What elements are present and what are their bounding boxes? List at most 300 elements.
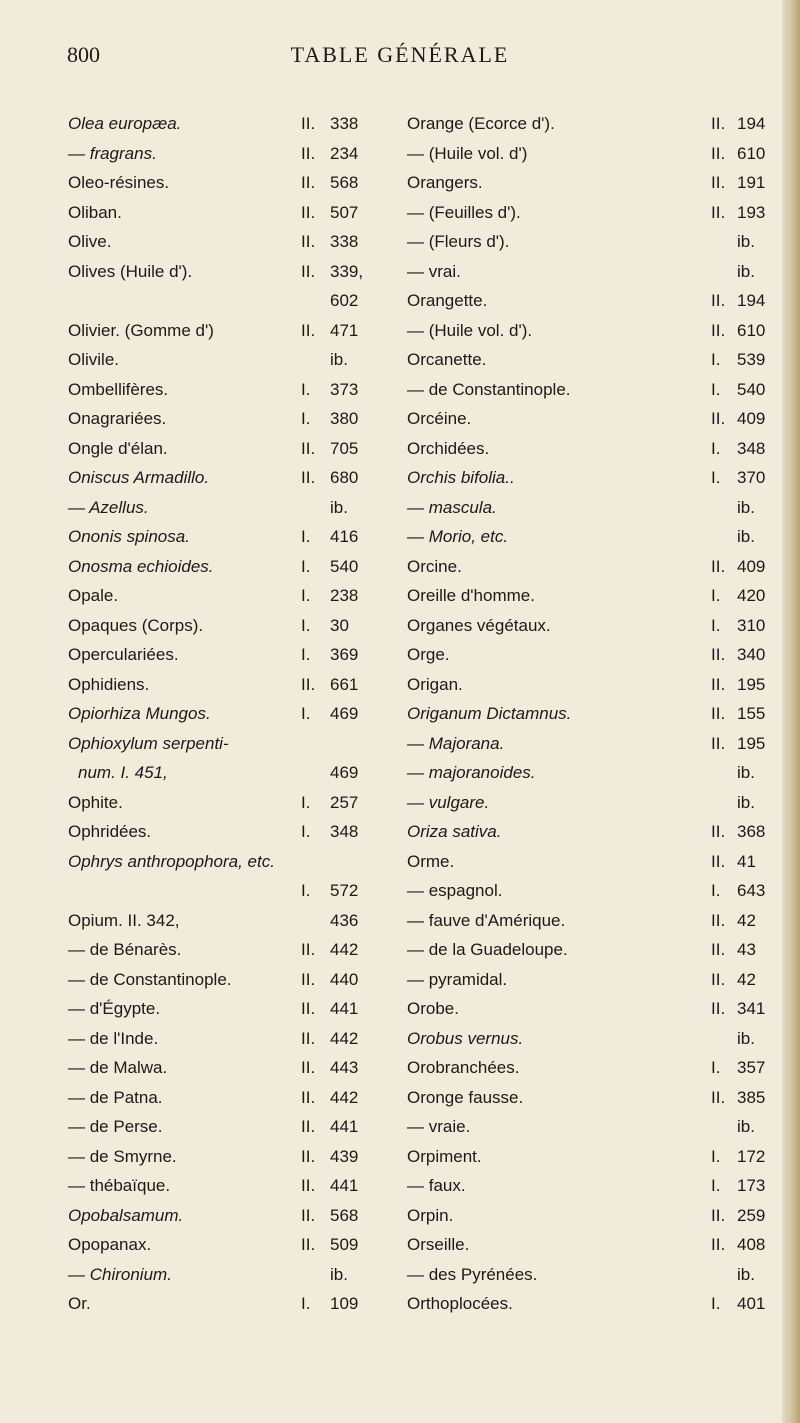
index-entry — [407, 409, 774, 439]
index-entry — [407, 291, 774, 321]
entry-page: 385 — [737, 1087, 766, 1107]
index-entry — [407, 468, 774, 498]
entry-term: — vraie. — [407, 1117, 471, 1136]
entry-term: Orobranchées. — [407, 1058, 520, 1077]
index-entry — [68, 645, 390, 675]
index-entry — [68, 704, 390, 734]
entry-term: Opium. II. 342, — [68, 910, 180, 930]
entry-volume: I. — [301, 527, 311, 546]
index-entry — [407, 350, 774, 380]
entry-page: 155 — [737, 704, 766, 723]
index-entry — [68, 1029, 390, 1059]
entry-volume: II. — [711, 556, 726, 576]
page-number: 800 — [67, 42, 100, 67]
entry-term: Operculariées. — [68, 645, 179, 664]
entry-volume: I. — [301, 704, 311, 723]
index-entry — [407, 557, 774, 587]
entry-term: Oriza sativa. — [407, 822, 502, 841]
entry-page: ib. — [330, 497, 348, 517]
entry-term: Ophidiens. — [68, 674, 150, 694]
entry-term: Origan. — [407, 674, 463, 694]
index-entry — [407, 380, 774, 410]
index-entry — [68, 734, 390, 764]
entry-page: 440 — [330, 969, 359, 989]
entry-term: Opopanax. — [68, 1235, 152, 1254]
index-entry — [68, 1058, 390, 1088]
entry-term: — de Perse. — [68, 1117, 163, 1136]
entry-page: 568 — [330, 173, 359, 192]
index-entry — [407, 645, 774, 675]
index-entry — [68, 527, 390, 557]
index-entry — [68, 793, 390, 823]
entry-page: ib. — [737, 1117, 755, 1136]
entry-page: 441 — [330, 1176, 359, 1195]
entry-term: — vulgare. — [407, 792, 490, 812]
entry-term: Opobalsamum. — [68, 1205, 184, 1225]
index-entry — [68, 291, 390, 321]
entry-term: — fauve d'Amérique. — [407, 910, 566, 930]
entry-term: — thébaïque. — [68, 1176, 171, 1195]
entry-volume: II. — [711, 143, 726, 163]
entry-term: Oleo-résines. — [68, 173, 170, 192]
index-entry — [68, 144, 390, 174]
entry-volume: II. — [301, 999, 316, 1018]
index-entry — [407, 999, 774, 1029]
entry-term: Orseille. — [407, 1235, 470, 1254]
entry-page: 436 — [330, 910, 359, 930]
index-entry — [407, 1294, 774, 1324]
index-entry — [407, 203, 774, 233]
index-entry — [407, 852, 774, 882]
entry-term: Olivier. (Gomme d') — [68, 320, 214, 340]
index-entry — [407, 1147, 774, 1177]
entry-page: 109 — [330, 1294, 359, 1313]
entry-volume: II. — [301, 1058, 316, 1077]
index-entry — [68, 999, 390, 1029]
entry-page: 680 — [330, 468, 359, 487]
entry-page: 339, — [330, 261, 364, 281]
entry-page: 540 — [737, 379, 766, 399]
entry-page: 443 — [330, 1058, 359, 1077]
index-entry — [68, 852, 390, 882]
entry-page: 416 — [330, 527, 359, 546]
entry-volume: I. — [301, 556, 311, 576]
entry-volume: I. — [711, 586, 721, 605]
entry-volume: II. — [711, 173, 726, 192]
entry-term: — de Constantinople. — [68, 969, 232, 989]
entry-volume: II. — [301, 969, 316, 989]
entry-term: Oronge fausse. — [407, 1087, 524, 1107]
entry-page: 469 — [330, 763, 359, 782]
entry-term: Olives (Huile d'). — [68, 261, 193, 281]
entry-volume: II. — [711, 202, 726, 222]
entry-volume: II. — [711, 1087, 726, 1107]
entry-volume: II. — [301, 320, 316, 340]
entry-term: — (Fleurs d'). — [407, 232, 510, 251]
entry-page: 42 — [737, 969, 756, 989]
entry-page: 507 — [330, 202, 359, 222]
entry-term: — mascula. — [407, 497, 497, 517]
index-entry — [407, 616, 774, 646]
entry-page: 259 — [737, 1205, 766, 1225]
entry-page: 42 — [737, 910, 756, 930]
left-column — [68, 114, 390, 1324]
entry-term: Orme. — [407, 851, 455, 871]
entry-term: Orobe. — [407, 999, 459, 1018]
entry-page: 408 — [737, 1235, 766, 1254]
entry-term: Ophite. — [68, 792, 123, 812]
index-entry — [407, 114, 774, 144]
entry-page: 420 — [737, 586, 766, 605]
entry-page: ib. — [737, 792, 755, 812]
entry-page: 373 — [330, 379, 359, 399]
entry-term: — de Bénarès. — [68, 940, 182, 959]
entry-term: Orcéine. — [407, 409, 472, 428]
entry-volume: II. — [711, 320, 726, 340]
entry-term: — Majorana. — [407, 733, 505, 753]
entry-volume: II. — [711, 114, 726, 133]
entry-page: 194 — [737, 114, 766, 133]
index-entry — [68, 1206, 390, 1236]
entry-volume: II. — [301, 173, 316, 192]
entry-term: Opaques (Corps). — [68, 615, 204, 635]
index-entry — [407, 734, 774, 764]
entry-page: 43 — [737, 940, 756, 959]
entry-volume: II. — [711, 733, 726, 753]
entry-term: Olivile. — [68, 350, 120, 369]
entry-volume: II. — [301, 202, 316, 222]
entry-volume: II. — [711, 704, 726, 723]
entry-volume: II. — [711, 674, 726, 694]
index-entry — [68, 1294, 390, 1324]
entry-page: 442 — [330, 1028, 359, 1048]
entry-volume: I. — [301, 881, 311, 900]
entry-page: 194 — [737, 291, 766, 310]
running-title: TABLE GÉNÉRALE — [290, 42, 510, 67]
entry-term: Orge. — [407, 645, 450, 664]
entry-term: Ophioxylum serpenti- — [68, 733, 229, 753]
entry-term: Orpiment. — [407, 1146, 482, 1166]
entry-volume: I. — [711, 379, 721, 399]
entry-term: Onosma echioides. — [68, 556, 214, 576]
entry-term: Ombellifères. — [68, 379, 169, 399]
entry-term: Orchis bifolia.. — [407, 468, 515, 487]
entry-page: ib. — [737, 497, 755, 517]
entry-term: Orpin. — [407, 1205, 454, 1225]
entry-page: 357 — [737, 1058, 766, 1077]
index-entry — [68, 468, 390, 498]
entry-page: 409 — [737, 409, 766, 428]
index-entry — [407, 1058, 774, 1088]
entry-page: 41 — [737, 851, 756, 871]
right-column — [407, 114, 774, 1324]
index-entry — [407, 498, 774, 528]
entry-page: 234 — [330, 143, 359, 163]
entry-volume: II. — [301, 261, 316, 281]
entry-volume: II. — [711, 999, 726, 1018]
entry-page: 540 — [330, 556, 359, 576]
entry-volume: II. — [711, 910, 726, 930]
index-entry — [407, 321, 774, 351]
index-entry — [407, 704, 774, 734]
entry-volume: II. — [711, 1235, 726, 1254]
entry-term: Ongle d'élan. — [68, 438, 168, 458]
entry-page: 380 — [330, 409, 359, 428]
entry-term: — (Huile vol. d'). — [407, 320, 533, 340]
entry-volume: I. — [711, 1058, 721, 1077]
entry-page: 370 — [737, 468, 766, 487]
index-entry — [407, 232, 774, 262]
entry-volume: I. — [711, 1176, 721, 1195]
entry-term: — de Patna. — [68, 1087, 163, 1107]
entry-volume: II. — [301, 114, 316, 133]
entry-volume: I. — [711, 615, 721, 635]
entry-page: 469 — [330, 704, 359, 723]
entry-term: — de Smyrne. — [68, 1146, 177, 1166]
entry-volume: I. — [301, 1294, 311, 1313]
entry-term: — de l'Inde. — [68, 1028, 159, 1048]
page-edge — [782, 0, 800, 1423]
entry-page: 661 — [330, 674, 359, 694]
index-entry — [68, 114, 390, 144]
entry-volume: II. — [301, 1235, 316, 1254]
index-entry — [68, 173, 390, 203]
entry-volume: II. — [301, 1087, 316, 1107]
entry-volume: I. — [301, 379, 311, 399]
index-entry — [407, 675, 774, 705]
entry-page: ib. — [737, 261, 755, 281]
entry-term: Opiorhiza Mungos. — [68, 704, 211, 723]
entry-term: — des Pyrénées. — [407, 1264, 538, 1284]
entry-term: — vrai. — [407, 261, 461, 281]
entry-page: 441 — [330, 999, 359, 1018]
entry-term: — Azellus. — [68, 497, 149, 517]
entry-page: 509 — [330, 1235, 359, 1254]
entry-term: — de la Guadeloupe. — [407, 940, 568, 959]
entry-page: 442 — [330, 1087, 359, 1107]
entry-term: Orcine. — [407, 556, 462, 576]
entry-volume: II. — [711, 291, 726, 310]
entry-term: Ophrys anthropophora, etc. — [68, 851, 275, 871]
entry-term: — (Huile vol. d') — [407, 143, 528, 163]
entry-term: Origanum Dictamnus. — [407, 704, 572, 723]
entry-term: Orobus vernus. — [407, 1028, 524, 1048]
entry-volume: II. — [301, 232, 316, 251]
entry-term: — Chironium. — [68, 1264, 172, 1284]
entry-page: 610 — [737, 143, 766, 163]
index-entry — [68, 1176, 390, 1206]
index-entry — [407, 439, 774, 469]
entry-term: — (Feuilles d'). — [407, 202, 521, 222]
index-entry — [68, 439, 390, 469]
entry-page: 441 — [330, 1117, 359, 1136]
entry-page: 705 — [330, 438, 359, 458]
index-entry — [68, 586, 390, 616]
entry-volume: II. — [301, 1028, 316, 1048]
entry-page: 471 — [330, 320, 359, 340]
entry-volume: II. — [711, 851, 726, 871]
index-entry — [68, 1147, 390, 1177]
entry-term: — de Constantinople. — [407, 379, 571, 399]
index-entry — [68, 409, 390, 439]
index-entry — [407, 1206, 774, 1236]
index-entry — [407, 586, 774, 616]
entry-volume: II. — [301, 1146, 316, 1166]
entry-volume: II. — [711, 940, 726, 959]
index-entry — [68, 1117, 390, 1147]
index-entry — [68, 763, 390, 793]
entry-page: 338 — [330, 114, 359, 133]
entry-term: — faux. — [407, 1176, 466, 1195]
entry-page: 643 — [737, 881, 766, 900]
entry-volume: I. — [301, 822, 311, 841]
index-entry — [68, 1088, 390, 1118]
entry-page: ib. — [737, 527, 755, 546]
index-entry — [68, 321, 390, 351]
index-entry — [68, 350, 390, 380]
entry-page: 195 — [737, 733, 766, 753]
entry-volume: I. — [711, 350, 721, 369]
entry-volume: I. — [711, 1146, 721, 1166]
index-entry — [68, 911, 390, 941]
entry-volume: II. — [301, 1117, 316, 1136]
index-entry — [407, 144, 774, 174]
entry-volume: II. — [711, 645, 726, 664]
entry-term: Orcanette. — [407, 350, 487, 369]
index-entry — [68, 380, 390, 410]
entry-term: Olea europæa. — [68, 114, 182, 133]
entry-volume: II. — [711, 409, 726, 428]
entry-volume: I. — [711, 881, 721, 900]
index-entry — [68, 203, 390, 233]
entry-page: 401 — [737, 1294, 766, 1313]
index-entry — [68, 970, 390, 1000]
entry-term: Onagrariées. — [68, 409, 167, 428]
entry-volume: II. — [301, 438, 316, 458]
entry-volume: I. — [711, 468, 721, 487]
entry-term: Olive. — [68, 232, 112, 251]
entry-page: 341 — [737, 999, 766, 1018]
entry-page: 191 — [737, 173, 766, 192]
index-entry — [68, 822, 390, 852]
entry-term: — Morio, etc. — [407, 527, 509, 546]
index-entry — [407, 763, 774, 793]
entry-page: ib. — [737, 232, 755, 251]
entry-volume: I. — [301, 645, 311, 664]
entry-volume: I. — [711, 438, 721, 458]
entry-term: Orangette. — [407, 291, 488, 310]
index-entry — [68, 1235, 390, 1265]
entry-term: Ononis spinosa. — [68, 527, 190, 546]
entry-page: 368 — [737, 822, 766, 841]
index-entry — [407, 1088, 774, 1118]
entry-volume: II. — [301, 1176, 316, 1195]
entry-volume: II. — [301, 940, 316, 959]
index-entry — [407, 173, 774, 203]
index-entry — [407, 881, 774, 911]
entry-volume: II. — [711, 1205, 726, 1225]
entry-page: 173 — [737, 1176, 766, 1195]
entry-term: Orange (Ecorce d'). — [407, 114, 555, 133]
index-entry — [68, 232, 390, 262]
entry-page: 338 — [330, 232, 359, 251]
index-entry — [68, 1265, 390, 1295]
entry-term: — d'Égypte. — [68, 999, 161, 1018]
entry-volume: II. — [711, 822, 726, 841]
entry-page: 193 — [737, 202, 766, 222]
index-entry — [407, 970, 774, 1000]
entry-volume: I. — [301, 615, 311, 635]
entry-page: ib. — [737, 1028, 755, 1048]
index-entry — [407, 822, 774, 852]
entry-term: — majoranoides. — [407, 763, 536, 782]
index-entry — [407, 527, 774, 557]
entry-term: — pyramidal. — [407, 969, 508, 989]
entry-page: 238 — [330, 586, 359, 605]
entry-page: 572 — [330, 881, 359, 900]
entry-page: 30 — [330, 615, 349, 635]
index-entry — [68, 262, 390, 292]
entry-volume: II. — [711, 969, 726, 989]
entry-term: num. I. 451, — [78, 763, 168, 782]
entry-page: 439 — [330, 1146, 359, 1166]
entry-volume: II. — [301, 143, 316, 163]
entry-page: 310 — [737, 615, 766, 635]
entry-page: ib. — [330, 1264, 348, 1284]
entry-term: — fragrans. — [68, 143, 157, 163]
entry-page: 340 — [737, 645, 766, 664]
index-entry — [68, 940, 390, 970]
entry-volume: I. — [301, 409, 311, 428]
index-entry — [68, 675, 390, 705]
index-entry — [407, 1176, 774, 1206]
entry-term: Ophridées. — [68, 822, 152, 841]
index-entry — [68, 557, 390, 587]
entry-page: 409 — [737, 556, 766, 576]
entry-term: Orchidées. — [407, 438, 490, 458]
entry-page: 172 — [737, 1146, 766, 1166]
entry-volume: II. — [301, 1205, 316, 1225]
entry-page: 348 — [330, 822, 359, 841]
index-entry — [407, 262, 774, 292]
entry-term: Oliban. — [68, 202, 122, 222]
index-entry — [68, 881, 390, 911]
index-entry — [407, 1029, 774, 1059]
index-entry — [68, 498, 390, 528]
entry-page: 602 — [330, 291, 359, 310]
entry-term: Oniscus Armadillo. — [68, 468, 210, 487]
entry-page: ib. — [737, 1264, 755, 1284]
entry-term: Opale. — [68, 586, 119, 605]
page-header — [0, 42, 800, 76]
entry-page: 195 — [737, 674, 766, 694]
index-entry — [407, 1265, 774, 1295]
entry-term: Or. — [68, 1294, 91, 1313]
entry-volume: II. — [301, 674, 316, 694]
entry-page: 539 — [737, 350, 766, 369]
entry-page: 348 — [737, 438, 766, 458]
entry-term: Orthoplocées. — [407, 1294, 513, 1313]
index-entry — [407, 1235, 774, 1265]
entry-volume: I. — [301, 792, 311, 812]
entry-page: 257 — [330, 792, 359, 812]
entry-volume: II. — [301, 468, 316, 487]
index-entry — [407, 911, 774, 941]
entry-term: Orangers. — [407, 173, 483, 192]
entry-page: 568 — [330, 1205, 359, 1225]
entry-term: — de Malwa. — [68, 1058, 168, 1077]
entry-page: ib. — [330, 350, 348, 369]
